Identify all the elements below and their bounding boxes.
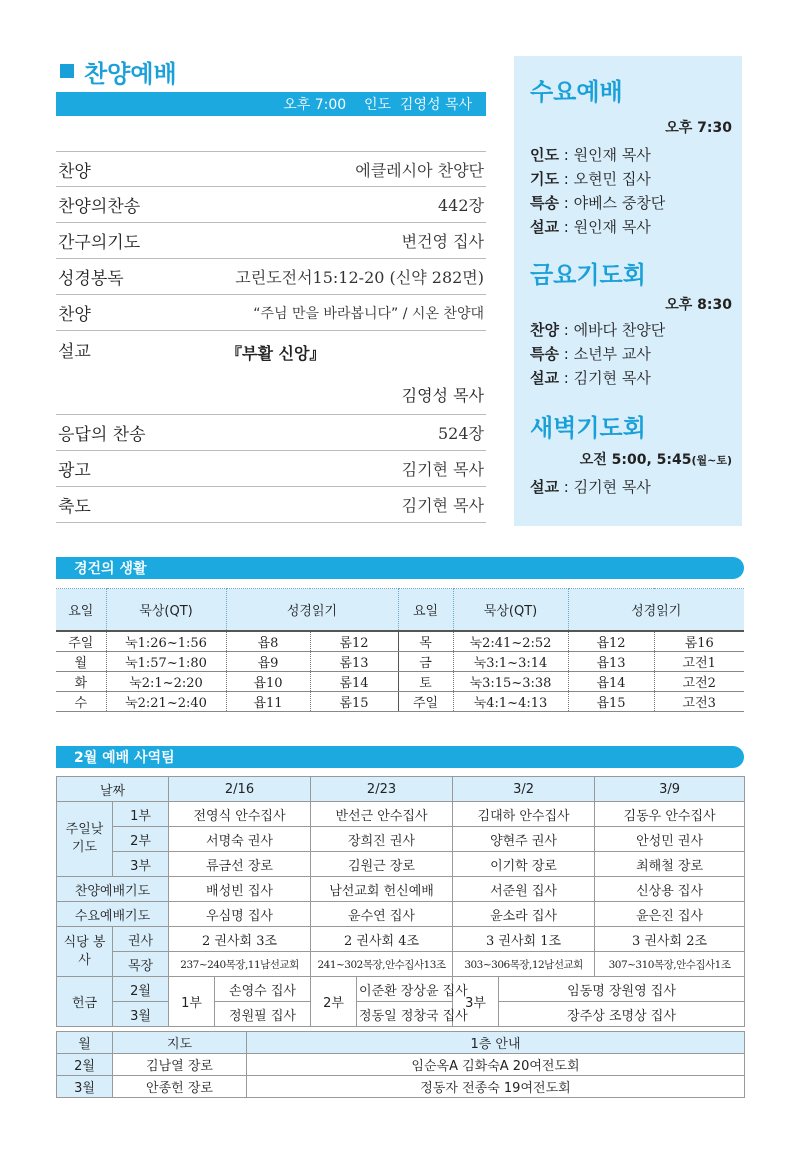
table-cell: 정동자 전종숙 19여전도회 [247,1076,745,1098]
table-cell: 류금선 장로 [169,852,311,877]
devotion-row [56,631,744,652]
table-cell: 2/16 [169,777,311,802]
team-row [57,877,745,902]
table-cell: 눅2:21~2:40 [106,691,226,711]
table-cell: 토 [398,671,453,691]
table-cell: 눅1:57~1:80 [106,651,226,671]
order-row: 찬양 에클레시아 찬양단 [56,151,486,187]
square-bullet-icon [60,64,74,78]
table-cell: 날짜 [57,777,169,802]
dawn-time: 오전 5:00, 5:45(월~토) [579,452,732,468]
devotion-header: 묵상(QT) [453,589,568,631]
table-cell: 양현주 권사 [453,827,595,852]
table-cell: 월 [56,651,106,671]
table-cell: 고전3 [654,691,744,711]
table-cell: 3월 [57,1076,113,1098]
table-cell: 2부 [113,827,169,852]
table-cell: 욥11 [226,691,310,711]
table-cell: 2 권사회 4조 [311,927,453,952]
dawn-title: 새벽기도회 [530,414,646,442]
team-row [57,977,745,1002]
friday-service [530,255,732,390]
table-cell: 2월 [57,1054,113,1076]
table-cell: 욥15 [568,691,654,711]
table-cell: 목 [398,631,453,652]
guide-table [56,1031,745,1098]
table-cell: 2 권사회 3조 [169,927,311,952]
order-row: 간구의기도 변건영 집사 [56,223,486,259]
devotion-header: 성경읽기 [226,589,398,631]
table-cell: 장희진 권사 [311,827,453,852]
table-cell: 최해철 장로 [595,852,745,877]
wednesday-title: 수요예배 [530,78,623,106]
table-cell: 서준원 집사 [453,877,595,902]
table-cell: 눅2:41~2:52 [453,631,568,652]
table-cell: 배성빈 집사 [169,877,311,902]
table-cell: 헌금 [57,977,113,1027]
table-cell: 정동일 정창국 집사 [357,1002,453,1027]
sermon-row: 설교 『부활 신앙』 김영성 목사 [56,331,486,415]
order-row: 찬양의찬송 442장 [56,187,486,223]
table-cell: 3/2 [453,777,595,802]
table-cell: 수요예배기도 [57,902,169,927]
sermon-title: 『부활 신앙』 [226,344,326,363]
table-cell: 3부 [113,852,169,877]
dawn-service [530,408,732,499]
table-cell: 2월 [113,977,169,1002]
table-cell: 주일 [56,631,106,652]
evening-time-bar: 오후 7:00 인도 김영성 목사 [56,92,486,116]
wednesday-line: 인도 : 원인재 목사 [530,146,651,164]
table-cell: 윤소라 집사 [453,902,595,927]
table-cell: 우심명 집사 [169,902,311,927]
table-cell: 주일 [398,691,453,711]
table-cell: 주일낮 기도 [57,802,113,877]
table-cell: 롬15 [310,691,398,711]
table-cell: 241~302목장,안수집사13조 [311,952,453,977]
table-cell: 손영수 집사 [215,977,311,1002]
wednesday-service [530,72,732,239]
friday-line: 찬양 : 에바다 찬양단 [530,321,666,339]
table-cell: 욥10 [226,671,310,691]
table-cell: 윤은진 집사 [595,902,745,927]
team-row [57,952,745,977]
table-cell: 신상용 집사 [595,877,745,902]
table-cell: 목장 [113,952,169,977]
table-cell: 이기학 장로 [453,852,595,877]
wednesday-line: 설교 : 원인재 목사 [530,218,651,236]
table-cell: 3부 [453,977,499,1027]
sermon-preacher: 김영성 목사 [401,386,484,405]
guide-row [57,1054,745,1076]
table-cell: 금 [398,651,453,671]
table-cell: 임순옥A 김화숙A 20여전도회 [247,1054,745,1076]
devotion-header: 요일 [56,589,106,631]
devotion-row [56,691,744,711]
table-cell: 307~310목장,안수집사1조 [595,952,745,977]
team-band: 2월 예배 사역팀 [56,746,744,768]
table-cell: 이준환 장상윤 집사 [357,977,453,1002]
devotion-row [56,651,744,671]
table-cell: 1층 안내 [247,1032,745,1054]
team-table [56,776,745,1027]
friday-title: 금요기도회 [530,261,646,289]
table-cell: 반선근 안수집사 [311,802,453,827]
devotion-band: 경건의 생활 [56,557,744,579]
wednesday-line: 특송 : 야베스 중창단 [530,194,666,212]
order-row: 축도 김기현 목사 [56,487,486,523]
team-row [57,902,745,927]
table-cell: 눅3:1~3:14 [453,651,568,671]
table-cell: 3/9 [595,777,745,802]
table-cell: 김동우 안수집사 [595,802,745,827]
friday-time: 오후 8:30 [665,297,732,313]
table-cell: 식당 봉사 [57,927,113,977]
table-cell: 1부 [113,802,169,827]
order-row: 응답의 찬송 524장 [56,415,486,451]
table-cell: 눅1:26~1:56 [106,631,226,652]
order-row: 광고 김기현 목사 [56,451,486,487]
table-cell: 욥14 [568,671,654,691]
table-cell: 욥9 [226,651,310,671]
table-cell: 2/23 [311,777,453,802]
order-row: 찬양 “주님 만을 바라봅니다” / 시온 찬양대 [56,295,486,331]
table-cell: 임동명 장원영 집사 [499,977,745,1002]
guide-row [57,1076,745,1098]
table-cell: 김원근 장로 [311,852,453,877]
team-row [57,827,745,852]
devotion-header: 성경읽기 [568,589,744,631]
wednesday-line: 기도 : 오현민 집사 [530,170,651,188]
friday-line: 설교 : 김기현 목사 [530,369,651,387]
table-cell: 남선교회 헌신예배 [311,877,453,902]
table-cell: 롬16 [654,631,744,652]
table-cell: 수 [56,691,106,711]
table-cell: 욥12 [568,631,654,652]
table-cell: 237~240목장,11남선교회 [169,952,311,977]
team-row [57,1002,745,1027]
table-cell: 전영식 안수집사 [169,802,311,827]
table-cell: 303~306목장,12남선교회 [453,952,595,977]
table-cell: 욥13 [568,651,654,671]
devotion-row [56,671,744,691]
evening-order-list [56,151,486,523]
table-cell: 찬양예배기도 [57,877,169,902]
table-cell: 윤수연 집사 [311,902,453,927]
evening-service-section [56,56,486,523]
guide-header-row [57,1032,745,1054]
table-cell: 롬12 [310,631,398,652]
table-cell: 3월 [113,1002,169,1027]
table-cell: 1부 [169,977,215,1027]
table-cell: 롬13 [310,651,398,671]
table-cell: 안종헌 장로 [113,1076,247,1098]
table-cell: 서명숙 권사 [169,827,311,852]
team-row [57,802,745,827]
table-cell: 2부 [311,977,357,1027]
order-row: 성경봉독 고린도전서15:12-20 (신약 282면) [56,259,486,295]
table-cell: 권사 [113,927,169,952]
table-cell: 고전1 [654,651,744,671]
table-cell: 3 권사회 1조 [453,927,595,952]
table-cell: 눅4:1~4:13 [453,691,568,711]
team-row [57,927,745,952]
friday-line: 특송 : 소년부 교사 [530,345,651,363]
table-cell: 눅2:1~2:20 [106,671,226,691]
table-cell: 김남열 장로 [113,1054,247,1076]
table-cell: 3 권사회 2조 [595,927,745,952]
devotion-header: 요일 [398,589,453,631]
table-cell: 월 [57,1032,113,1054]
table-cell: 정원필 집사 [215,1002,311,1027]
wednesday-time: 오후 7:30 [665,120,732,136]
table-cell: 롬14 [310,671,398,691]
evening-service-title: 찬양예배 [56,56,486,86]
table-cell: 안성민 권사 [595,827,745,852]
dawn-line: 설교 : 김기현 목사 [530,478,651,496]
devotion-header: 묵상(QT) [106,589,226,631]
team-date-row [57,777,745,802]
devotion-table [56,588,744,712]
table-cell: 욥8 [226,631,310,652]
table-cell: 눅3:15~3:38 [453,671,568,691]
table-cell: 화 [56,671,106,691]
table-cell: 고전2 [654,671,744,691]
team-row [57,852,745,877]
table-cell: 장주상 조명상 집사 [499,1002,745,1027]
table-cell: 김대하 안수집사 [453,802,595,827]
table-cell: 지도 [113,1032,247,1054]
weekly-services-panel [514,56,742,526]
